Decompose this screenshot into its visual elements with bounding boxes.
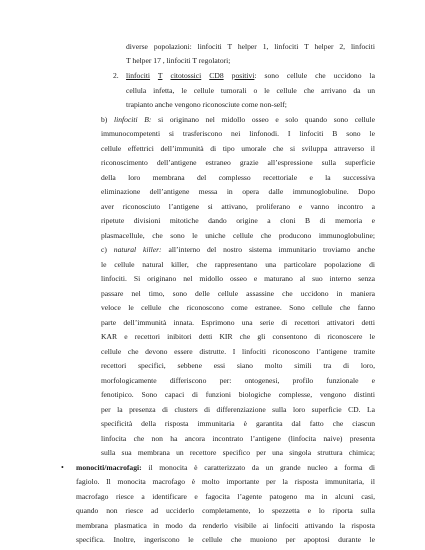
text-line: specificità della risposta immunitaria è garantita dal fatto che ciascun bbox=[101, 419, 375, 428]
text-line: quando non riesce ad ucciderlo completamente, lo spezzetta e lo riporta sulla bbox=[76, 506, 375, 515]
bullet-marker: • bbox=[61, 463, 64, 472]
text-line: passare nel timo, sono delle cellule assassine che uccidono in maniera bbox=[101, 289, 375, 298]
text-line: aver riconosciuto l’antigene si attivano, proliferano e vanno incontro a bbox=[101, 202, 375, 211]
text-line: c) natural killer: all’interno del nostro sistema immunitario troviamo anche bbox=[101, 245, 375, 254]
text-line: per la presenza di clusters di differenziazione sulla loro superficie CD. La bbox=[101, 405, 375, 414]
text-line: linfociti T citotossici CD8 positivi: sono cellule che uccidono la bbox=[126, 71, 376, 80]
text-line: cellule che devono essere distrutte. I linfociti riconoscono l’antigene tramite bbox=[101, 347, 375, 356]
text-line: b) linfociti B: si originano nel midollo osseo e solo quando sono cellule bbox=[101, 115, 375, 124]
text-line: veloce le cellule che riconoscono come estranee. Sono cellule che fanno bbox=[101, 303, 375, 312]
text-line: cellule effettrici dell’immunità di tipo umorale che si sviluppa attraverso il bbox=[101, 144, 375, 153]
text-line: eliminazione dell’antigene messa in opera dalle immunoglobuline. Dopo bbox=[101, 187, 375, 196]
text-line: fenotipico. Sono capaci di funzioni biologiche complesse, vengono distinti bbox=[101, 390, 375, 399]
text-line: ripetute divisioni mitotiche dando origine a cloni B di memoria e bbox=[101, 216, 375, 225]
text-line: immunocompetenti si trasferiscono nei linfonodi. I linfociti B sono le bbox=[101, 129, 375, 138]
text-line: KAR e recettori inibitori detti KIR che gli consentono di riconoscere le bbox=[101, 332, 375, 341]
text-line: linfocita che non ha ancora incontrato l’antigene (linfocita naive) presenta bbox=[101, 434, 375, 443]
text-line: membrana plasmatica in modo da renderlo visibile ai linfociti attivando la risposta bbox=[76, 521, 375, 530]
text-line: linfociti. Si originano nel midollo osseo e maturano al suo interno senza bbox=[101, 274, 375, 283]
text-line: sulla sua membrana un recettore specifico per una singola struttura chimica; bbox=[101, 448, 375, 457]
text-line: trapianto anche vengono riconosciute come non-self; bbox=[126, 100, 287, 109]
text-line: fagiolo. Il monocita macrofago è molto importante per la risposta immunitaria, il bbox=[76, 477, 375, 486]
text-line: T helper 17 , linfociti T regolatori; bbox=[126, 56, 231, 65]
text-line: le cellule natural killer, che rappresentano una particolare popolazione di bbox=[101, 260, 375, 269]
text-line: recettori specifici, sebbene essi siano molto simili tra di loro, bbox=[101, 361, 375, 370]
text-line: riconoscimento dell’antigene estraneo grazie all’espressione sulla superficie bbox=[101, 158, 375, 167]
text-line: diverse popolazioni: linfociti T helper 1, linfociti T helper 2, linfociti bbox=[126, 42, 375, 51]
text-line: macrofago riesce a identificare e fagocita l’agente patogeno ma in alcuni casi, bbox=[76, 492, 375, 501]
text-line: specifica. Inoltre, ingeriscono le cellule che muoiono per apoptosi durante le bbox=[76, 535, 375, 544]
text-line: cellula infetta, le cellule tumorali o le cellule che arrivano da un bbox=[126, 86, 375, 95]
text-line: parte dell’immunità innata. Esprimono una serie di recettori attivatori detti bbox=[101, 318, 375, 327]
text-line: monociti/macrofagi: il monocita è caratterizzato da un grande nucleo a forma di bbox=[76, 463, 375, 472]
text-line: plasmacellule, che sono le uniche cellule che producono immunoglobuline; bbox=[101, 231, 375, 240]
text-line: della loro membrana del complesso recettoriale e la successiva bbox=[101, 173, 375, 182]
text-line: morfologicamente differiscono per: ontogenesi, profilo funzionale e bbox=[101, 376, 375, 385]
list-number: 2. bbox=[113, 71, 119, 80]
